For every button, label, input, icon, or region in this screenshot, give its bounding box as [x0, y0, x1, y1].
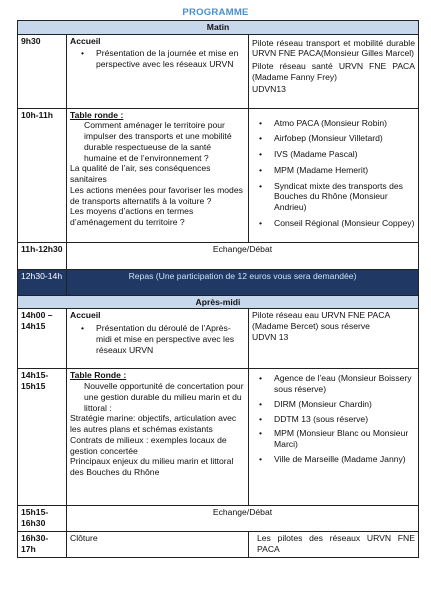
speaker-text: Pilote réseau eau URVN FNE PACA (Madame Bercet) sous réserve — [252, 310, 390, 332]
speaker-text: Pilote réseau santé URVN FNE PACA (Madame Fanny Frey) — [252, 61, 415, 82]
table-row — [18, 532, 419, 558]
topic-text: Principaux enjeux du milieu marin et littoral des Bouches du Rhône — [70, 456, 234, 478]
table-row — [18, 309, 419, 369]
time-cell: 16h30-17h — [18, 532, 67, 558]
table-row — [18, 269, 419, 295]
list-item: • Atmo PACA (Monsieur Robin) — [259, 117, 388, 128]
activity-cell — [67, 108, 249, 242]
table-row — [18, 506, 419, 532]
topic-text: Comment aménager le territoire pour impulser des transports et une mobilité durable respectueuse de la santé humaine et de l’environnement ? — [84, 120, 232, 163]
time-cell: 10h-11h — [18, 108, 67, 242]
topic-text: Contrats de milieux : exemples locaux de gestion concertée — [70, 434, 227, 456]
exchange-cell: Echange/Débat — [67, 506, 419, 532]
list-item: • MPM (Madame Hemerit) — [259, 164, 369, 175]
exchange-cell: Echange/Débat — [67, 242, 419, 269]
topic-text: Nouvelle opportunité de concertation pour une gestion durable du milieu marin et du littoral : — [84, 381, 244, 413]
activity-cell — [67, 369, 249, 506]
activity-cell — [67, 309, 249, 369]
list-item: • Conseil Régional (Monsieur Coppey) — [259, 217, 415, 228]
table-row — [18, 242, 419, 269]
document-title: PROGRAMME — [182, 7, 249, 18]
speakers-cell — [249, 34, 419, 108]
speaker-text: Pilote réseau transport et mobilité durable URVN FNE PACA(Monsieur Gilles Marcel) — [252, 37, 415, 59]
time-cell: 14h00 – 14h15 — [18, 309, 67, 369]
activity-heading: Table Ronde : — [70, 370, 127, 381]
table-row — [18, 108, 419, 242]
list-item: • Présentation du déroulé de l’Après-midi et mise en perspective avec les réseaux URVN — [81, 323, 235, 355]
activity-heading: Accueil — [70, 35, 101, 46]
time-cell: 11h-12h30 — [18, 242, 67, 269]
topic-text: La qualité de l’air, ses conséquences sanitaires — [70, 163, 211, 185]
programme-table — [17, 20, 419, 558]
speakers-cell — [249, 369, 419, 506]
speaker-text: UDVN13 — [252, 83, 286, 94]
activity-cell — [67, 34, 249, 108]
time-cell: 15h15-16h30 — [18, 506, 67, 532]
speakers-cell — [249, 309, 419, 369]
list-item: • Présentation de la journée et mise en perspective avec les réseaux URVN — [81, 48, 239, 70]
topic-text: Les actions menées pour favoriser les modes de transports alternatifs à la voiture ? — [70, 184, 243, 206]
table-row — [18, 369, 419, 506]
section-afternoon: Après-midi — [18, 295, 419, 309]
list-item: • MPM (Monsieur Blanc ou Monsieur Marci) — [259, 428, 409, 450]
speakers-cell: Les pilotes des réseaux URVN FNE PACA — [249, 532, 419, 558]
speaker-text: UDVN 13 — [252, 331, 289, 342]
activity-cell: Clôture — [67, 532, 249, 558]
time-cell: 9h30 — [18, 34, 67, 108]
list-item: • Airfobep (Monsieur Villetard) — [259, 133, 383, 144]
speakers-cell — [249, 108, 419, 242]
table-row — [18, 34, 419, 108]
activity-heading: Table ronde : — [70, 109, 124, 120]
list-item: • DDTM 13 (sous réserve) — [259, 413, 369, 424]
lunch-cell: Repas (Une participation de 12 euros vous sera demandée) — [67, 269, 419, 295]
topic-text: Stratégie marine: objectifs, articulation avec les autres plans et schémas existants — [70, 413, 237, 435]
list-item: • Ville de Marseille (Madame Janny) — [259, 453, 406, 464]
list-item: • Syndicat mixte des transports des Bouches du Rhône (Monsieur Andrieu) — [259, 180, 403, 213]
activity-heading: Accueil — [70, 310, 101, 321]
list-item: • Agence de l’eau (Monsieur Boissery sous réserve) — [259, 373, 412, 395]
list-item: • IVS (Madame Pascal) — [259, 149, 358, 160]
list-item: • DIRM (Monsieur Chardin) — [259, 398, 372, 409]
time-cell: 12h30-14h — [18, 269, 67, 295]
topic-text: Les moyens d’actions en termes d’aménagement du territoire ? — [70, 206, 194, 228]
time-cell: 14h15-15h15 — [18, 369, 67, 506]
section-morning: Matin — [18, 21, 419, 35]
